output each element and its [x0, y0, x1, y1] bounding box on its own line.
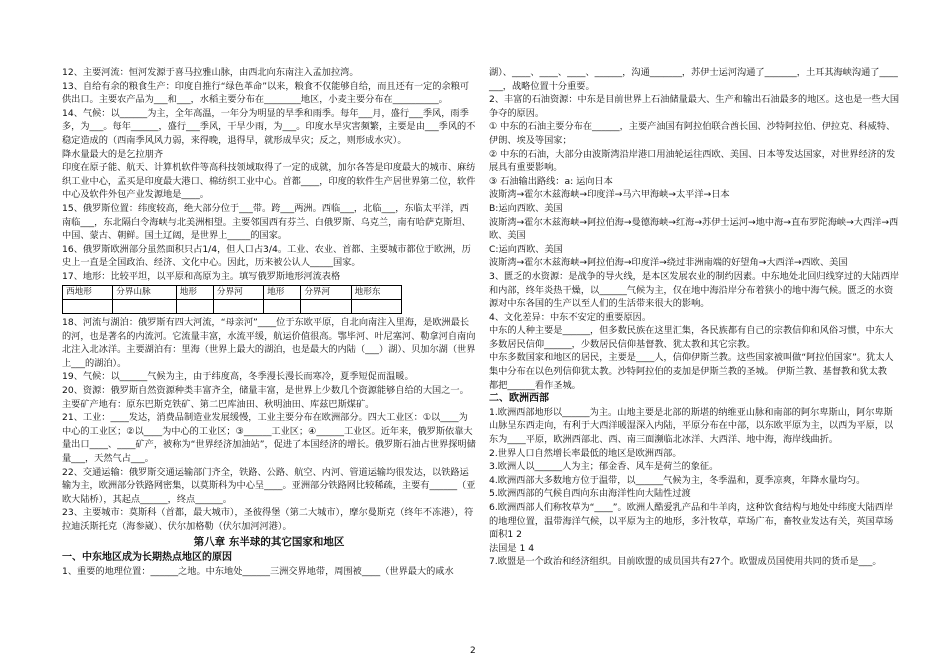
left-column — [62, 66, 476, 578]
line-straits: 湖）、____、____、____、______，沟通_______，苏伊士运河沟通了_______，土耳其海峡沟通了_______，战略位置十分重要。 — [489, 67, 898, 92]
section-title: 一、中东地区成为长期热点地区的原因 — [62, 552, 232, 564]
line-15: 15、俄罗斯位置：纬度较高，绝大部分位于___带。跨___两洲。西临___，北临___，东临太平洋，西南临___，东北隔白令海峡与北美洲相望。主要邻国西有芬兰、白俄罗斯、乌克兰，南有哈萨克斯坦、中国、蒙古、朝鲜。国土辽阔，是世界上_____的国家。 — [62, 202, 471, 242]
table-cell: 分界山脉 — [113, 285, 176, 300]
table-cell-empty — [176, 300, 213, 314]
table-cell: 地形东 — [351, 285, 401, 300]
line-eu-7: 7.欧盟是一个政治和经济组织。目前欧盟的成员国共有27个。欧盟成员国使用共同的货币是___。 — [489, 556, 882, 568]
terrain-table — [62, 285, 402, 315]
line-oil-1: ① 中东的石油主要分布在______，主要产油国有阿拉伯联合酋长国、沙特阿拉伯、伊拉克、科威特、伊朗、埃及等国家； — [489, 121, 896, 146]
line-arab: 中东多数国家和地区的居民，主要是____人，信仰伊斯兰教。这些国家被叫做“阿拉伯国家”。犹太人集中分布在以色列信仰犹太教。沙特阿拉伯的麦加是伊斯兰教的圣城。 伊斯兰教、基督教和犹太教 — [489, 352, 894, 378]
line-route-b: 波斯湾→霍尔木兹海峡→阿拉伯海→曼德海峡→红海→苏伊士运河→地中海→直布罗陀海峡→大西洋→西欧、美国 — [489, 216, 899, 242]
table-cell: 分界河 — [213, 285, 263, 300]
line-17: 17、地形：比较平坦，以平原和高原为主。填写俄罗斯地形河流表格 — [62, 270, 341, 282]
line-eu-4: 4.欧洲西部大多数地方位于温带，以______气候为主，冬季温和，夏季凉爽，年降水量均匀。 — [489, 474, 866, 486]
line-oil-2: ② 中东的石油，大部分由波斯湾沿岸港口用油轮运往西欧、美国、日本等发达国家，对世界经济的发展具有重要影响。 — [489, 148, 896, 174]
line-rainfall: 降水量最大的是乞拉朋齐 — [62, 148, 164, 160]
line-holy: 都把______看作圣城。 — [489, 379, 581, 391]
line-me-1: 1、重要的地理位置：______之地。中东地处______三洲交界地带，周围被____（世界最大的咸水 — [62, 565, 454, 577]
line-route-c-title: C:运向西欧、美国 — [489, 243, 563, 255]
page-number: 2 — [470, 646, 476, 656]
line-22: 22、交通运输：俄罗斯交通运输部门齐全，铁路、公路、航空、内河、管道运输均很发达，以铁路运输为主，欧洲部分铁路网密集，以莫斯科为中心呈____。亚洲部分铁路网比较稀疏，主要有______（亚欧大陆桥），其起点______，终点______。 — [62, 466, 476, 505]
line-18: 18、河流与湖泊：俄罗斯有四大河流，“母亲河”____位于东欧平原，自北向南注入里海，是欧洲最长的河，也是著名的内流河。它流量丰富，水流平缓，航运价值很高。鄂毕河、叶尼塞河、勒拿河自南向北注入北冰洋。主要湖泊有：里海（世界上最大的湖泊，也是最大的内陆（___）湖）、贝加尔湖（世界上___的湖泊）。 — [62, 317, 476, 369]
chapter-title: 第八章 东半球的其它国家和地区 — [193, 535, 345, 548]
line-19: 19、气候：以______气候为主，由于纬度高，冬季漫长漫长而寒冷，夏季短促而温暖。 — [62, 371, 414, 383]
line-eu-1: 1.欧洲西部地形以______为主。山地主要是北部的斯堪的纳维亚山脉和南部的阿尔卑斯山，阿尔卑斯山脉呈东西走向，有利于大西洋暖湿深入内陆，平原分布在中部，以东欧平原为主，以西为平原，以东为____平原，欧洲西部北、西、南三面濒临北冰洋、大西洋、地中海，海岸线曲折。 — [489, 406, 894, 446]
table-cell-empty — [351, 300, 401, 314]
table-cell: 分界河 — [301, 285, 351, 300]
table-cell: 地形 — [176, 285, 213, 300]
line-tech: 印度在原子能、航天、计算机软件等高科技领域取得了一定的成就，加尔各答是印度最大的城市、麻纺织工业中心，孟买是印度最大港口、棉纺织工业中心。首都____，印度的软件生产居世界第二位，软件中心及软件外包产业发源地是____。 — [62, 162, 476, 201]
line-oil: 2、丰富的石油资源：中东是目前世界上石油储量最大、生产和输出石油最多的地区。这也是一些大国争夺的原因。 — [489, 94, 900, 119]
line-13: 13、自给有余的粮食生产：印度自推行“绿色革命”以来，粮食不仅能够自给，而且还有一定的余粮可供出口。主要农产品为___和___，水稻主要分布在________地区，小麦主要分布在__________。 — [62, 80, 470, 106]
line-route-a: 波斯湾→霍尔木兹海峡→印度洋→马六甲海峡→太平洋→日本 — [489, 189, 730, 201]
line-20: 20、资源：俄罗斯自然资源种类丰富齐全，储量丰富，是世界上少数几个资源能够自给的大国之一。主要矿产地有：原东巴斯克铁矿、第二巴库油田、秋明油田、库兹巴斯煤矿。 — [62, 385, 469, 410]
line-culture: 4、文化差异：中东不安定的重要原因。 — [489, 311, 652, 323]
table-cell: 地形 — [264, 285, 301, 300]
line-eu-fr: 法国是 1 4 — [489, 542, 535, 554]
line-14: 14、气候：以______为主，全年高温，一年分为明显的旱季和雨季。每年___月，盛行___季风，雨季多，为___。每年______，盛行___季风，干旱少雨，为___。印度水旱灾害频繁，主要是由___季风的不稳定造成的（西南季风风力弱，来得晚，退得早，就形成旱灾；反之，则形成水灾）。 — [62, 107, 476, 146]
line-oil-3: ③ 石油输出路线：a: 运向日本 — [489, 175, 613, 187]
section2-title: 二、欧洲西部 — [489, 393, 549, 405]
table-cell-empty — [113, 300, 176, 314]
line-eu-2: 2.世界人口自然增长率最低的地区是欧洲西部。 — [489, 447, 682, 459]
table-cell-empty — [264, 300, 301, 314]
line-route-c: 波斯湾→霍尔木兹海峡→阿拉伯海→印度洋→绕过非洲南端的好望角→大西洋→西欧、美国 — [489, 257, 848, 269]
table-cell-empty — [213, 300, 263, 314]
table-cell: 西地形 — [63, 285, 113, 300]
right-column — [489, 66, 901, 569]
line-23: 23、主要城市：莫斯科（首都，最大城市），圣彼得堡（第二大城市），摩尔曼斯克（终年不冻港），符拉迪沃斯托克（海参崴）、伏尔加格勒（伏尔加河河港）。 — [62, 507, 474, 532]
line-eu-5: 5.欧洲西部的气候自西向东由海洋性向大陆性过渡 — [489, 488, 691, 500]
line-water: 3、匮乏的水资源：是战争的导火线，是本区发展农业的制约因素。中东地处北回归线穿过的大陆西岸和内部，终年炎热干燥，以______气候为主，仅在地中海沿岸分布着狭小的地中海气候。匮乏的水资源对中东各国的生产以至人们的生活带来很大的影响。 — [489, 270, 900, 310]
table-cell-empty — [301, 300, 351, 314]
line-12: 12、主要河流：恒河发源于喜马拉雅山脉，由西北向东南注入孟加拉湾。 — [62, 67, 359, 78]
table-row — [63, 285, 402, 300]
table-cell-empty — [63, 300, 113, 314]
line-eu-6: 6.欧洲西部人们称牧草为“____”。欧洲人酷爱乳产品和牛羊肉，这种饮食结构与地处中纬度大陆西岸的地理位置，温带海洋气候，以平原为主的地形，多汁牧草，草场广布，畜牧业发达有关，英国草场面积1 2 — [489, 502, 894, 541]
line-route-b-title: B:运向西欧、美国 — [489, 202, 563, 214]
line-eu-3: 3.欧洲人以______人为主；郁金香、风车是荷兰的象征。 — [489, 461, 719, 473]
line-16: 16、俄罗斯欧洲部分虽然面积只占1/4，但人口占3/4。工业、农业、首都、主要城市都位于欧洲，历史上一直是全国政治、经济、文化中心。因此，历来被公认人_____国家。 — [62, 243, 471, 269]
line-race: 中东的人种主要是______，但多数民族在这里汇集，各民族都有自己的宗教信仰和风俗习惯，中东大多数居民信仰______，少数居民信仰基督教、犹太教和其它宗教。 — [489, 325, 894, 350]
table-row — [63, 300, 402, 314]
line-21: 21、工业：____发达，消费品制造业发展缓慢，工业主要分布在欧洲部分。四大工业区：①以____为中心的工业区；②以____为中心的工业区；③______工业区；④______工业区。近年来，俄罗斯依靠大量出口____、____矿产，被称为“世界经济加油站”，促进了本国经济的增长。俄罗斯石油占世界探明储量___，天然气占___。 — [62, 412, 476, 465]
